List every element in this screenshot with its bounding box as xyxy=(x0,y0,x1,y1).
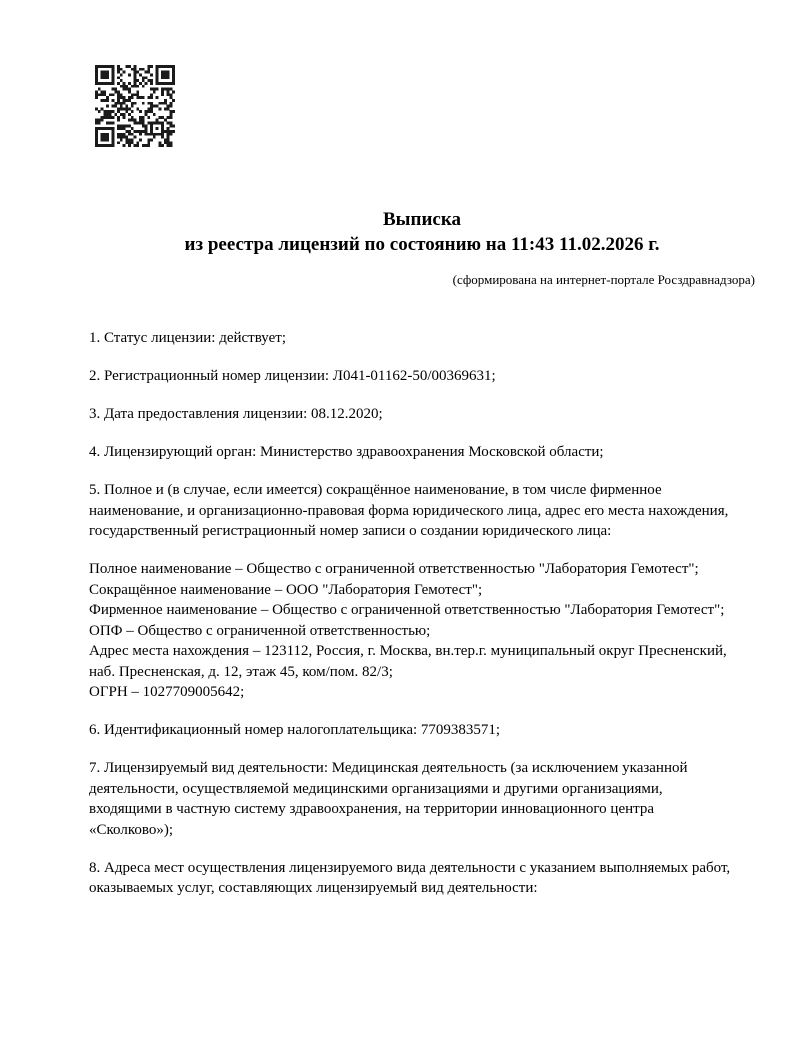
document-title-line1: Выписка xyxy=(383,209,461,230)
org-details-block xyxy=(89,559,734,703)
document-body xyxy=(89,328,734,916)
paragraph-license-date: 3. Дата предоставления лицензии: 08.12.2020; xyxy=(89,406,383,422)
paragraph-activity-type: 7. Лицензируемый вид деятельности: Медицинская деятельность (за исключением указанной деятельности, осуществляемой медицинскими организациями и другими организациями, входящими в частную систему здравоохранения, на территории инновационного центра «Сколково»); xyxy=(89,760,688,838)
org-short-name-line: Сокращённое наименование – ООО "Лаборатория Гемотест"; xyxy=(89,581,483,598)
org-legal-form-line: ОПФ – Общество с ограниченной ответственностью; xyxy=(89,622,431,639)
document-subtitle: (сформирована на интернет-портале Росздравнадзора) xyxy=(452,272,755,287)
org-address-line: Адрес места нахождения – 123112, Россия, г. Москва, вн.тер.г. муниципальный округ Пресненский, наб. Пресненская, д. 12, этаж 45, ком/пом. 82/3; xyxy=(89,643,727,680)
paragraph-license-number: 2. Регистрационный номер лицензии: Л041-01162-50/00369631; xyxy=(89,368,496,384)
qr-code-icon xyxy=(95,65,175,147)
paragraph-licensing-authority: 4. Лицензирующий орган: Министерство здравоохранения Московской области; xyxy=(89,444,604,460)
org-ogrn-line: ОГРН – 1027709005642; xyxy=(89,684,245,700)
org-full-name-line: Полное наименование – Общество с ограниченной ответственностью "Лаборатория Гемотест"; xyxy=(89,561,699,577)
document-title xyxy=(89,207,755,257)
paragraph-inn: 6. Идентификационный номер налогоплательщика: 7709383571; xyxy=(89,722,501,738)
document-title-line2: из реестра лицензий по состоянию на 11:43 11.02.2026 г. xyxy=(184,234,660,255)
org-brand-name-line: Фирменное наименование – Общество с ограниченной ответственностью "Лаборатория Гемотест"; xyxy=(89,602,725,618)
paragraph-license-status: 1. Статус лицензии: действует; xyxy=(89,330,286,346)
paragraph-legal-entity-heading: 5. Полное и (в случае, если имеется) сокращённое наименование, в том числе фирменное наименование, и организационно-правовая форма юридического лица, адрес его места нахождения, государственный регистрационный номер записи о создании юридического лица: xyxy=(89,482,729,539)
paragraph-activity-addresses: 8. Адреса мест осуществления лицензируемого вида деятельности с указанием выполняемых работ, оказываемых услуг, составляющих лицензируемый вид деятельности: xyxy=(89,859,731,896)
